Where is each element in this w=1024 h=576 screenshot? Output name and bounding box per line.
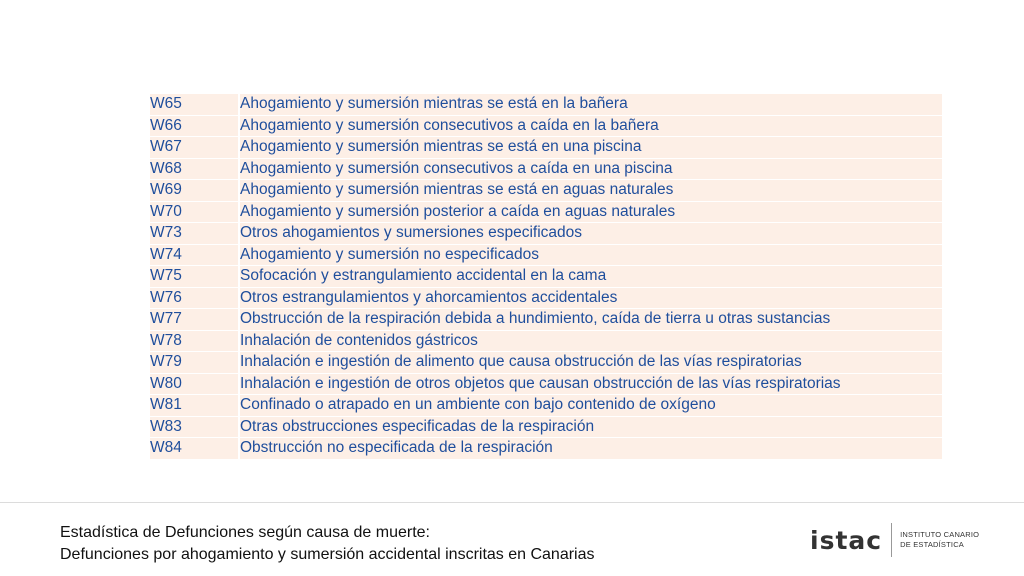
row-code: W74 <box>150 245 240 266</box>
row-description: Ahogamiento y sumersión no especificados <box>240 245 942 266</box>
row-description: Ahogamiento y sumersión consecutivos a caída en una piscina <box>240 159 942 180</box>
logo-subtitle-line2: DE ESTADÍSTICA <box>900 540 965 549</box>
causes-table-container <box>150 94 942 460</box>
table-row <box>150 288 942 309</box>
table-row <box>150 116 942 137</box>
row-description: Ahogamiento y sumersión mientras se está en una piscina <box>240 137 942 158</box>
table-row <box>150 245 942 266</box>
table-row <box>150 395 942 416</box>
table-row <box>150 159 942 180</box>
row-code: W84 <box>150 438 240 459</box>
row-description: Otros ahogamientos y sumersiones especificados <box>240 223 942 244</box>
istac-logo <box>810 522 979 558</box>
row-code: W66 <box>150 116 240 137</box>
table-row <box>150 352 942 373</box>
row-code: W70 <box>150 202 240 223</box>
row-code: W69 <box>150 180 240 201</box>
row-code: W77 <box>150 309 240 330</box>
row-description: Obstrucción no especificada de la respiración <box>240 438 942 459</box>
row-code: W73 <box>150 223 240 244</box>
table-row <box>150 223 942 244</box>
row-code: W65 <box>150 94 240 115</box>
row-code: W68 <box>150 159 240 180</box>
causes-table <box>150 93 942 460</box>
logo-wordmark: istac <box>810 525 883 555</box>
row-description: Obstrucción de la respiración debida a hundimiento, caída de tierra u otras sustancias <box>240 309 942 330</box>
row-description: Inhalación e ingestión de alimento que causa obstrucción de las vías respiratorias <box>240 352 942 373</box>
row-code: W75 <box>150 266 240 287</box>
table-row <box>150 180 942 201</box>
table-row <box>150 94 942 115</box>
logo-subtitle <box>900 530 979 550</box>
table-row <box>150 438 942 459</box>
table-row <box>150 374 942 395</box>
table-row <box>150 309 942 330</box>
row-code: W67 <box>150 137 240 158</box>
row-code: W81 <box>150 395 240 416</box>
logo-separator <box>891 523 892 557</box>
footer-title: Estadística de Defunciones según causa de muerte: <box>60 524 430 541</box>
footer-subtitle: Defunciones por ahogamiento y sumersión accidental inscritas en Canarias <box>60 546 595 563</box>
row-description: Sofocación y estrangulamiento accidental en la cama <box>240 266 942 287</box>
table-row <box>150 417 942 438</box>
row-description: Confinado o atrapado en un ambiente con bajo contenido de oxígeno <box>240 395 942 416</box>
footer-divider <box>0 502 1024 503</box>
footer-caption <box>60 522 595 566</box>
row-code: W79 <box>150 352 240 373</box>
row-description: Ahogamiento y sumersión posterior a caída en aguas naturales <box>240 202 942 223</box>
table-row <box>150 137 942 158</box>
row-code: W78 <box>150 331 240 352</box>
row-code: W83 <box>150 417 240 438</box>
row-code: W76 <box>150 288 240 309</box>
row-code: W80 <box>150 374 240 395</box>
causes-table-body <box>150 94 942 459</box>
row-description: Otros estrangulamientos y ahorcamientos accidentales <box>240 288 942 309</box>
row-description: Inhalación de contenidos gástricos <box>240 331 942 352</box>
row-description: Ahogamiento y sumersión mientras se está en la bañera <box>240 94 942 115</box>
table-row <box>150 266 942 287</box>
row-description: Ahogamiento y sumersión consecutivos a caída en la bañera <box>240 116 942 137</box>
row-description: Inhalación e ingestión de otros objetos que causan obstrucción de las vías respiratorias <box>240 374 942 395</box>
table-row <box>150 202 942 223</box>
row-description: Ahogamiento y sumersión mientras se está en aguas naturales <box>240 180 942 201</box>
logo-subtitle-line1: INSTITUTO CANARIO <box>900 530 980 539</box>
row-description: Otras obstrucciones especificadas de la respiración <box>240 417 942 438</box>
table-row <box>150 331 942 352</box>
